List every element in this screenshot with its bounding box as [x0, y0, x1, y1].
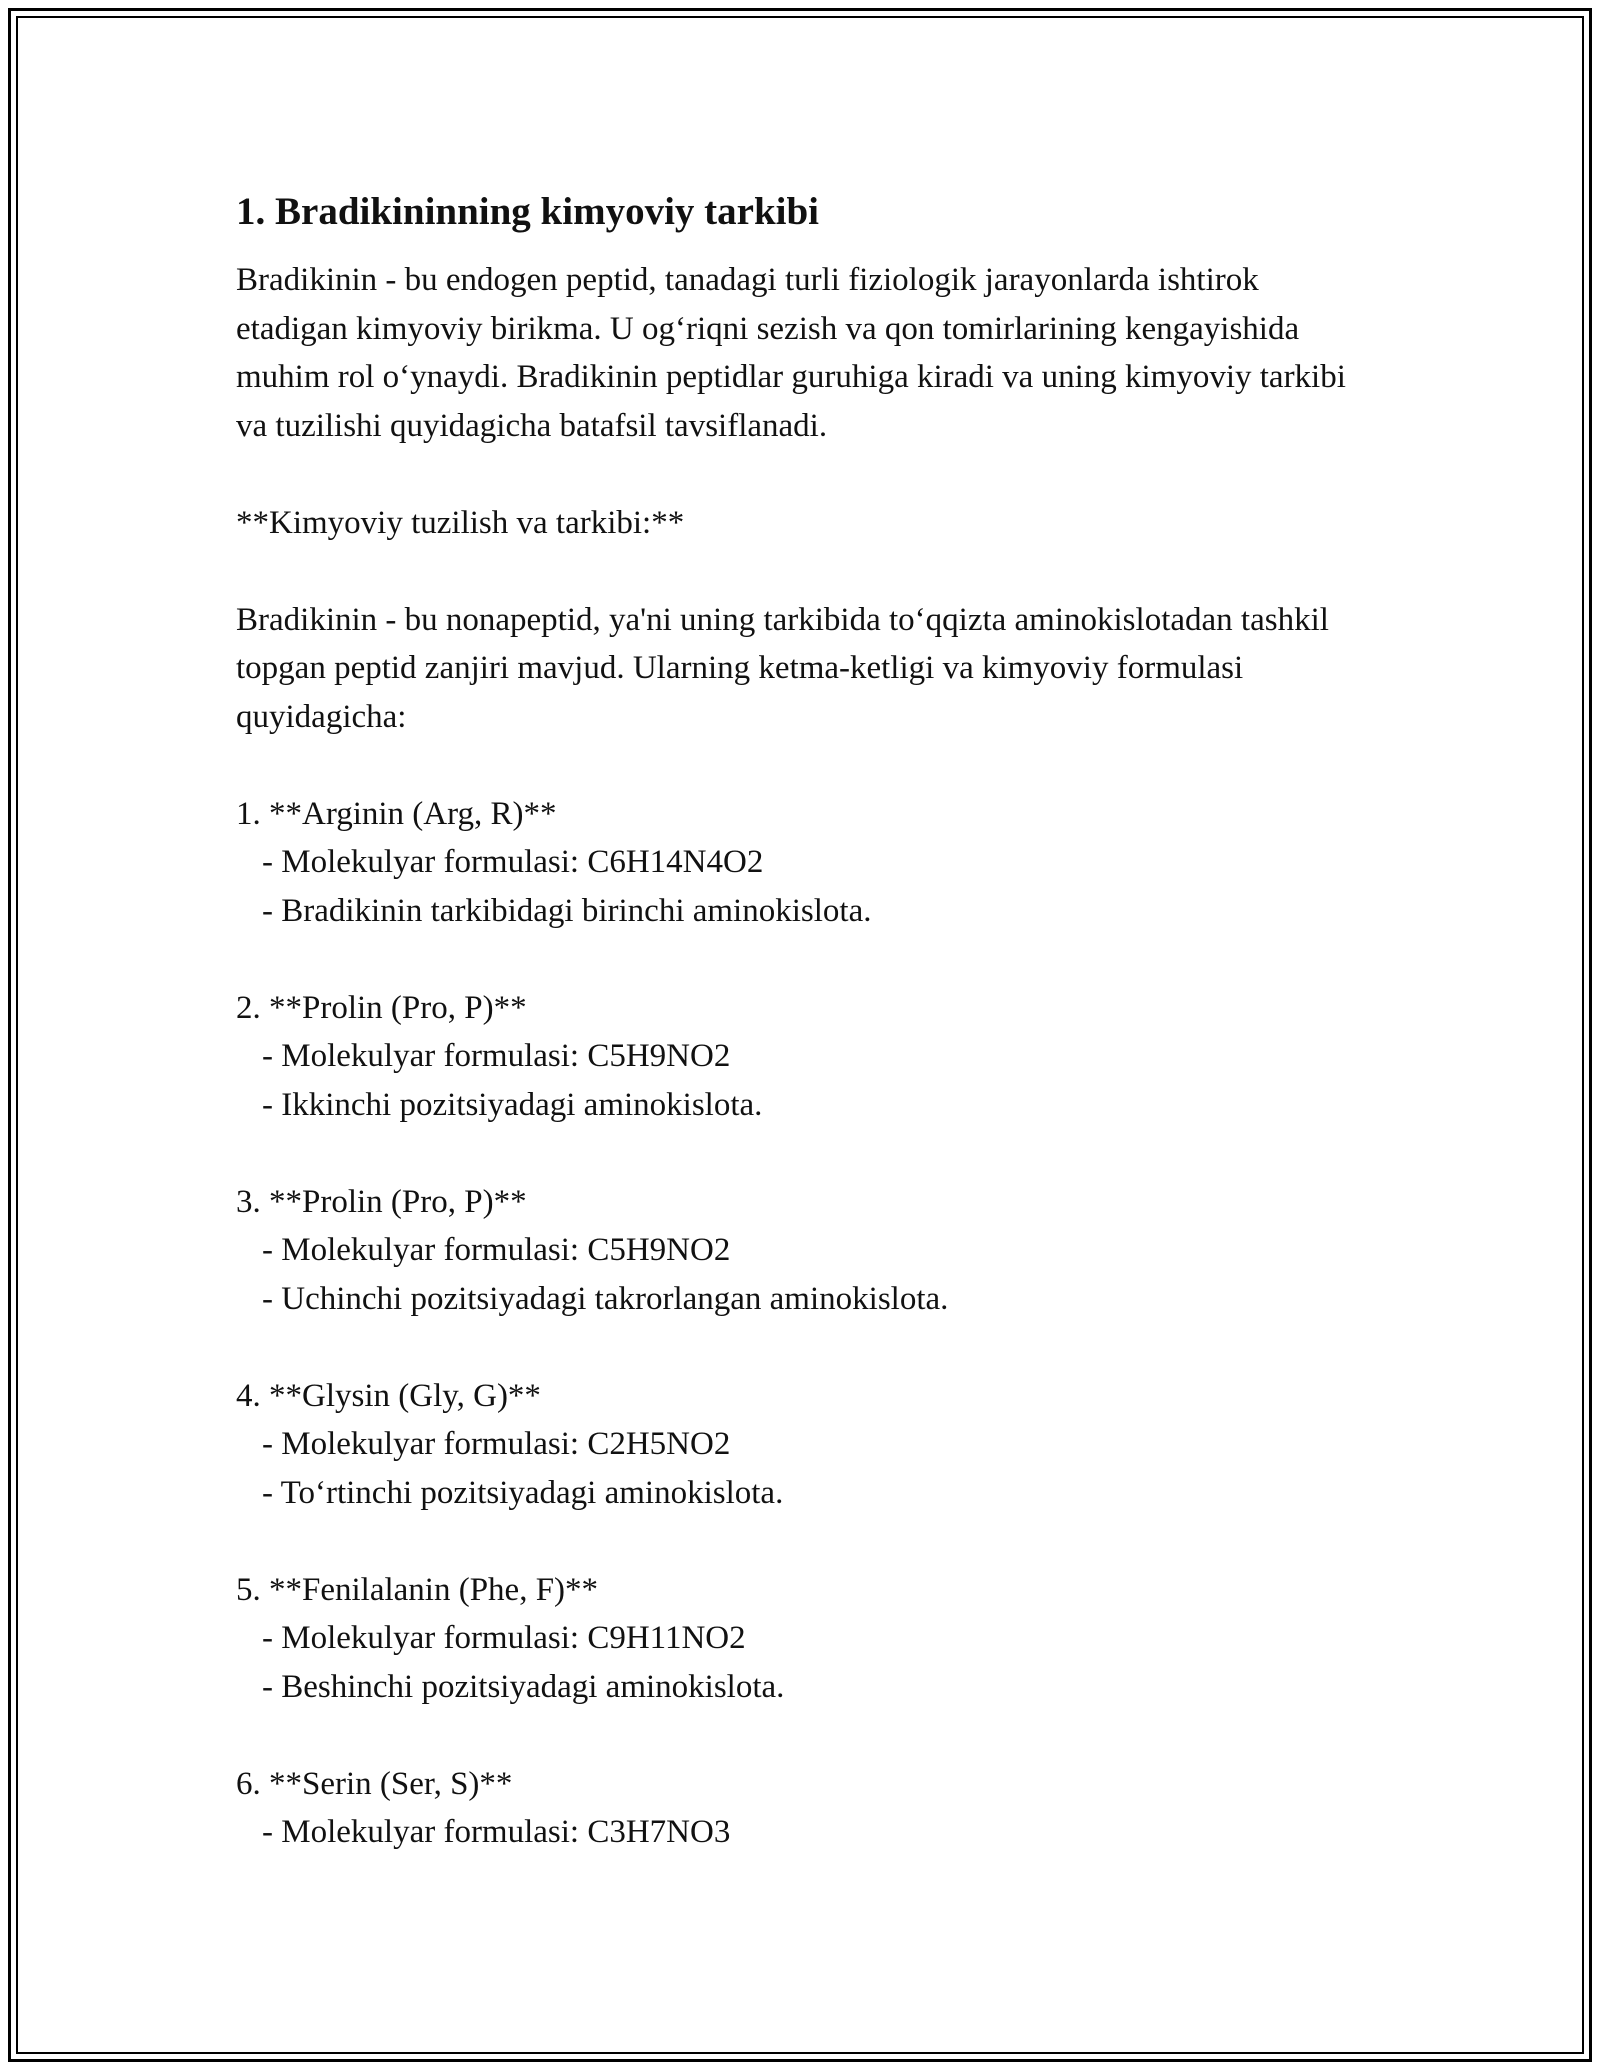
- list-item-formula: - Molekulyar formulasi: C5H9NO2: [262, 1038, 731, 1074]
- list-item: [236, 1372, 1366, 1518]
- list-item-formula: - Molekulyar formulasi: C3H7NO3: [262, 1814, 731, 1850]
- amino-acid-list: [236, 790, 1366, 1857]
- list-item-formula: - Molekulyar formulasi: C5H9NO2: [262, 1232, 731, 1268]
- intro-paragraph: Bradikinin - bu endogen peptid, tanadagi turli fiziologik jarayonlarda ishtirok etadigan kimyoviy birikma. U og‘riqni sezish va qon tomirlarining kengayishida muhim rol o‘ynaydi. Bradikinin peptidlar guruhiga kiradi va uning kimyoviy tarkibi va tuzilishi quyidagicha batafsil tavsiflanadi.: [236, 262, 1346, 444]
- list-item-note: - Ikkinchi pozitsiyadagi aminokislota.: [262, 1086, 763, 1123]
- list-item-title: 5. **Fenilalanin (Phe, F)**: [236, 1571, 599, 1608]
- list-item: [236, 1760, 1366, 1857]
- list-item: [236, 1566, 1366, 1712]
- structure-paragraph: Bradikinin - bu nonapeptid, ya'ni uning tarkibida to‘qqizta aminokislotadan tashkil topgan peptid zanjiri mavjud. Ularning ketma-ketligi va kimyoviy formulasi quyidagicha:: [236, 601, 1329, 735]
- list-item-formula: - Molekulyar formulasi: C6H14N4O2: [262, 844, 764, 880]
- list-item-formula: - Molekulyar formulasi: C2H5NO2: [262, 1426, 731, 1462]
- document-body: [236, 186, 1366, 1857]
- list-item-title: 4. **Glysin (Gly, G)**: [236, 1377, 541, 1414]
- list-item-title: 2. **Prolin (Pro, P)**: [236, 989, 527, 1026]
- list-item-title: 6. **Serin (Ser, S)**: [236, 1765, 513, 1802]
- section-heading: 1. Bradikininning kimyoviy tarkibi: [236, 190, 820, 233]
- list-item-formula: - Molekulyar formulasi: C9H11NO2: [262, 1620, 746, 1656]
- list-item-note: - Bradikinin tarkibidagi birinchi aminokislota.: [262, 892, 872, 929]
- list-item-title: 1. **Arginin (Arg, R)**: [236, 795, 557, 832]
- list-item-title: 3. **Prolin (Pro, P)**: [236, 1183, 527, 1220]
- list-item-note: - Beshinchi pozitsiyadagi aminokislota.: [262, 1668, 785, 1705]
- list-item: [236, 1178, 1366, 1324]
- subheading: **Kimyoviy tuzilish va tarkibi:**: [236, 504, 685, 541]
- list-item-note: - To‘rtinchi pozitsiyadagi aminokislota.: [262, 1474, 784, 1511]
- list-item-note: - Uchinchi pozitsiyadagi takrorlangan aminokislota.: [262, 1280, 949, 1317]
- list-item: [236, 984, 1366, 1130]
- list-item: [236, 790, 1366, 936]
